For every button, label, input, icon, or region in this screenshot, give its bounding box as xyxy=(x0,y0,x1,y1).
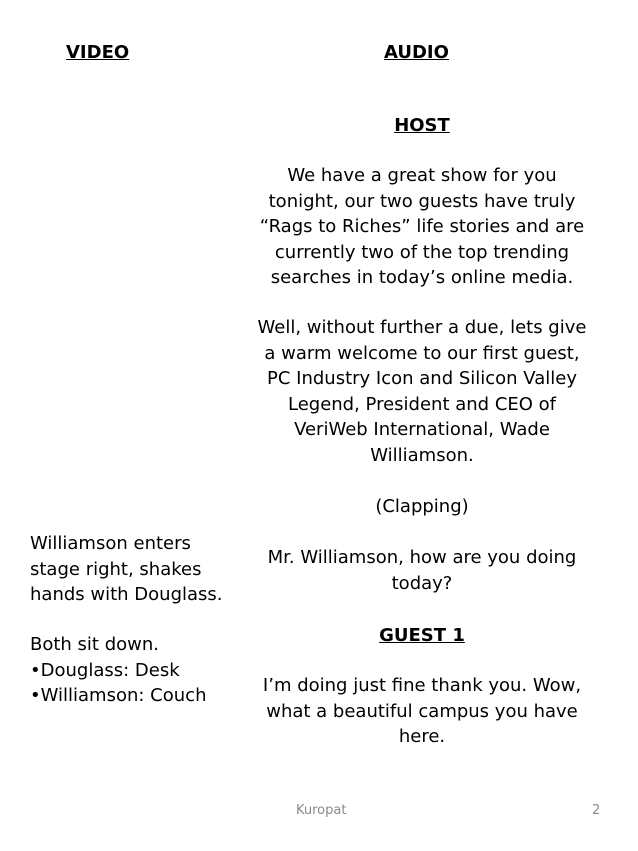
bullet-item-douglass: • Douglass: Desk xyxy=(30,658,245,684)
host-speaker-label: HOST xyxy=(394,115,450,136)
video-column-heading: VIDEO xyxy=(66,42,130,63)
seating-bullet-list xyxy=(30,658,245,709)
video-direction-seating xyxy=(30,632,245,709)
host-line-intro: We have a great show for you tonight, our two guests have truly “Rags to Riches” life stories and are currently two of the top trending searches in today’s online media. xyxy=(259,165,585,288)
footer-page-number: 2 xyxy=(592,803,601,818)
sound-cue-clapping: (Clapping) xyxy=(375,496,469,517)
host-line-question: Mr. Williamson, how are you doing today? xyxy=(267,547,577,594)
host-line-welcome: Well, without further a due, lets give a warm welcome to our first guest, PC Industry Icon and Silicon Valley Legend, President and CEO of VeriWeb International, Wade Williamson. xyxy=(257,317,587,466)
video-direction-sit-down: Both sit down. xyxy=(30,634,159,655)
audio-column-heading: AUDIO xyxy=(384,42,449,63)
footer-author: Kuropat xyxy=(296,803,347,818)
guest1-line-reply: I’m doing just fine thank you. Wow, what a beautiful campus you have here. xyxy=(262,675,582,747)
video-direction-entrance: Williamson enters stage right, shakes hands with Douglass. xyxy=(30,533,223,605)
guest1-speaker-label: GUEST 1 xyxy=(379,625,465,646)
bullet-item-williamson: • Williamson: Couch xyxy=(30,683,245,709)
